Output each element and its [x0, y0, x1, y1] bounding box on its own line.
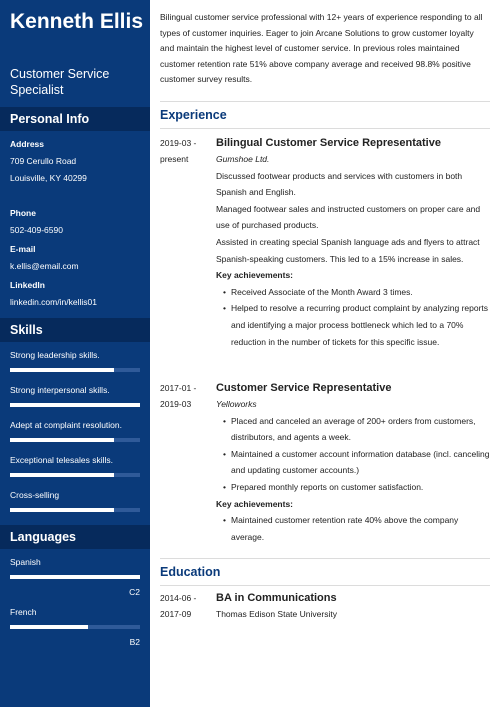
job-date-start: 2017-01 -	[160, 383, 197, 393]
personal-info-heading: Personal Info	[0, 107, 150, 131]
job-bullet: • Placed and canceled an average of 200+ orders from customers, distributors, and agents a week.	[224, 413, 490, 446]
job-paragraph: Managed footwear sales and instructed customers on proper care and use of purchased products.	[216, 203, 481, 231]
job-company: Yelloworks	[216, 399, 257, 409]
summary: Bilingual customer service professional with 12+ years of experience responding to all types of customer inquiries. Eager to join Arcane Solutions to grow customer loyalty and maintain the highest level of customer service. In previous roles maintained customer retention rate 51% above company average and received 98.8% positive customer survey results.	[160, 12, 483, 85]
job-paragraph: Assisted in creating special Spanish language ads and flyers to attract Spanish-speaking customers. This led to a 15% increase in sales.	[216, 236, 480, 264]
job-title: Customer Service Representative	[216, 382, 392, 394]
job-bullet: • Prepared monthly reports on customer satisfaction.	[224, 479, 490, 496]
candidate-name: Kenneth Ellis	[10, 10, 144, 33]
linkedin-label: LinkedIn	[10, 280, 45, 290]
language-level: C2	[129, 587, 140, 597]
education-heading: Education	[160, 565, 221, 579]
candidate-role: Customer Service Specialist	[10, 67, 110, 97]
language-level: B2	[129, 637, 140, 647]
address-line1: 709 Cerullo Road	[10, 156, 77, 166]
achievements-list	[216, 284, 490, 350]
education-date-end: 2017-09	[160, 609, 192, 619]
skill-name: Cross-selling	[10, 490, 60, 500]
divider	[160, 585, 490, 586]
skill-bar	[10, 438, 140, 442]
skill-bar	[10, 473, 140, 477]
education-date-start: 2014-06 -	[160, 593, 197, 603]
education-degree: BA in Communications	[216, 592, 337, 604]
email-label: E-mail	[10, 244, 36, 254]
experience-heading: Experience	[160, 108, 227, 122]
job-dates	[160, 380, 216, 412]
divider	[160, 101, 490, 102]
skills-heading: Skills	[0, 318, 150, 342]
divider	[160, 128, 490, 129]
language-name: Spanish	[10, 557, 41, 567]
achievement-item: • Received Associate of the Month Award 3 times.	[224, 284, 490, 301]
sidebar	[0, 0, 150, 707]
skill-bar	[10, 508, 140, 512]
achievements-list	[216, 512, 490, 545]
skill-name: Strong interpersonal skills.	[10, 385, 110, 395]
address-line2: Louisville, KY 40299	[10, 173, 87, 183]
job-dates	[160, 135, 216, 167]
skill-name: Exceptional telesales skills.	[10, 455, 113, 465]
address-label: Address	[10, 139, 45, 149]
achievements-label: Key achievements:	[216, 270, 294, 281]
phone-value: 502-409-6590	[10, 225, 63, 235]
language-name: French	[10, 607, 37, 617]
job-paragraph: Discussed footwear products and services with customers in both Spanish and English.	[216, 170, 463, 198]
skill-bar	[10, 368, 140, 372]
job-entry	[216, 380, 490, 545]
achievements-label: Key achievements:	[216, 498, 294, 509]
linkedin-value: linkedin.com/in/kellis01	[10, 297, 97, 307]
education-dates	[160, 590, 216, 622]
job-date-start: 2019-03 -	[160, 138, 197, 148]
phone-label: Phone	[10, 208, 36, 218]
email-value: k.ellis@email.com	[10, 261, 79, 271]
languages-heading: Languages	[0, 525, 150, 549]
skill-name: Adept at complaint resolution.	[10, 420, 122, 430]
achievement-item: • Helped to resolve a recurring product complaint by analyzing reports and identifying a major process bottleneck which led to a 70% reduction in the number of tickets for this specific issue.	[224, 300, 490, 350]
job-bullets	[216, 413, 490, 496]
job-bullet: • Maintained a customer account information database (incl. canceling and updating customer accounts.)	[224, 446, 490, 479]
job-date-end: 2019-03	[160, 399, 192, 409]
language-bar	[10, 625, 140, 629]
achievement-item: • Maintained customer retention rate 40% above the company average.	[224, 512, 490, 545]
education-entry	[216, 590, 490, 623]
job-date-end: present	[160, 154, 189, 164]
divider	[160, 558, 490, 559]
job-entry	[216, 135, 490, 350]
job-company: Gumshoe Ltd.	[216, 154, 270, 164]
job-title: Bilingual Customer Service Representative	[216, 137, 441, 149]
skill-name: Strong leadership skills.	[10, 350, 100, 360]
skill-bar	[10, 403, 140, 407]
education-school: Thomas Edison State University	[216, 609, 337, 619]
language-bar	[10, 575, 140, 579]
